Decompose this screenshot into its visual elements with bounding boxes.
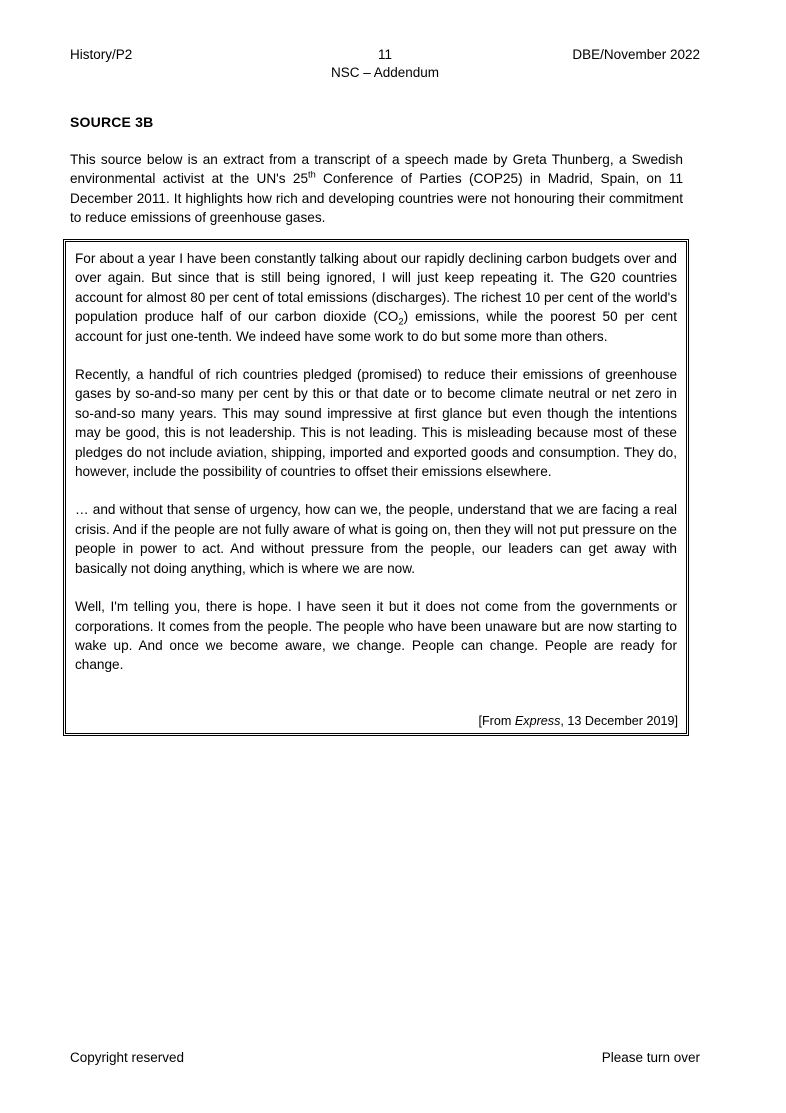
source-paragraph-4: Well, I'm telling you, there is hope. I have seen it but it does not come from the governments or corporations. It comes from the people. The people who have been unaware but are now starting to wake up. And once we become aware, we change. People can change. People are ready for change. [75,599,677,673]
footer-copyright: Copyright reserved [70,1050,185,1065]
intro-text-part1: This source below is an extract from a transcript of a speech made by Greta Thunberg, a Swedish environmental activist at the UN's 25 [70,152,683,187]
source-attribution [478,713,678,730]
page-header [70,46,700,86]
paragraph-1-part1: For about a year I have been constantly talking about our rapidly declining carbon budgets over and over again. But since that is still being ignored, I will just keep repeating it. The G20 countries account for almost 80 per cent of total emissions (discharges). The richest 10 per cent of the world's population produce half of our carbon dioxide (CO [75,251,677,325]
header-page-number: 11 [377,47,392,62]
source-extract-box [65,241,687,734]
paragraph-1-part2: ) emissions, while the poorest 50 per cent account for just one-tenth. We indeed have some work to do but some more than others. [75,309,678,344]
source-introduction [70,150,683,227]
footer-turn-over: Please turn over [601,1050,700,1065]
intro-ordinal-suffix: th [308,169,316,180]
source-paragraph-2: Recently, a handful of rich countries pledged (promised) to reduce their emissions of greenhouse gases by so-and-so many per cent by this or that date or to become climate neutral or net zero in so-and-so many years. This may sound impressive at first glance but even though the intentions may be good, this is not leadership. This is not leading. This is misleading because most of these pledges do not include aviation, shipping, imported and exported goods and consumption. They do, however, include the possibility of countries to offset their emissions elsewhere. [75,367,677,480]
header-paper-name: NSC – Addendum [330,65,440,80]
carbon-dioxide-subscript: 2 [398,316,404,328]
header-subject: History/P2 [70,47,133,62]
header-exam-body-date: DBE/November 2022 [572,47,700,62]
source-paragraph-3: … and without that sense of urgency, how can we, the people, understand that we are facing a real crisis. And if the people are not fully aware of what is going on, then they will not put pressure on the people in power to act. And without pressure from the people, our leaders can get away with basically not doing anything, which is where we are now. [75,502,677,576]
intro-text-part2: Conference of Parties (COP25) in Madrid, Spain, on 11 December 2011. It highlights how rich and developing countries were not honouring their commitment to reduce emissions of greenhouse gases. [70,171,684,225]
attribution-prefix: [From [478,714,515,728]
source-paragraph-1 [75,249,677,346]
attribution-publication: Express [514,714,561,728]
source-extract-content [66,242,686,675]
source-heading: SOURCE 3B [70,114,154,130]
page-footer [70,1049,700,1067]
attribution-suffix: , 13 December 2019] [560,714,678,728]
